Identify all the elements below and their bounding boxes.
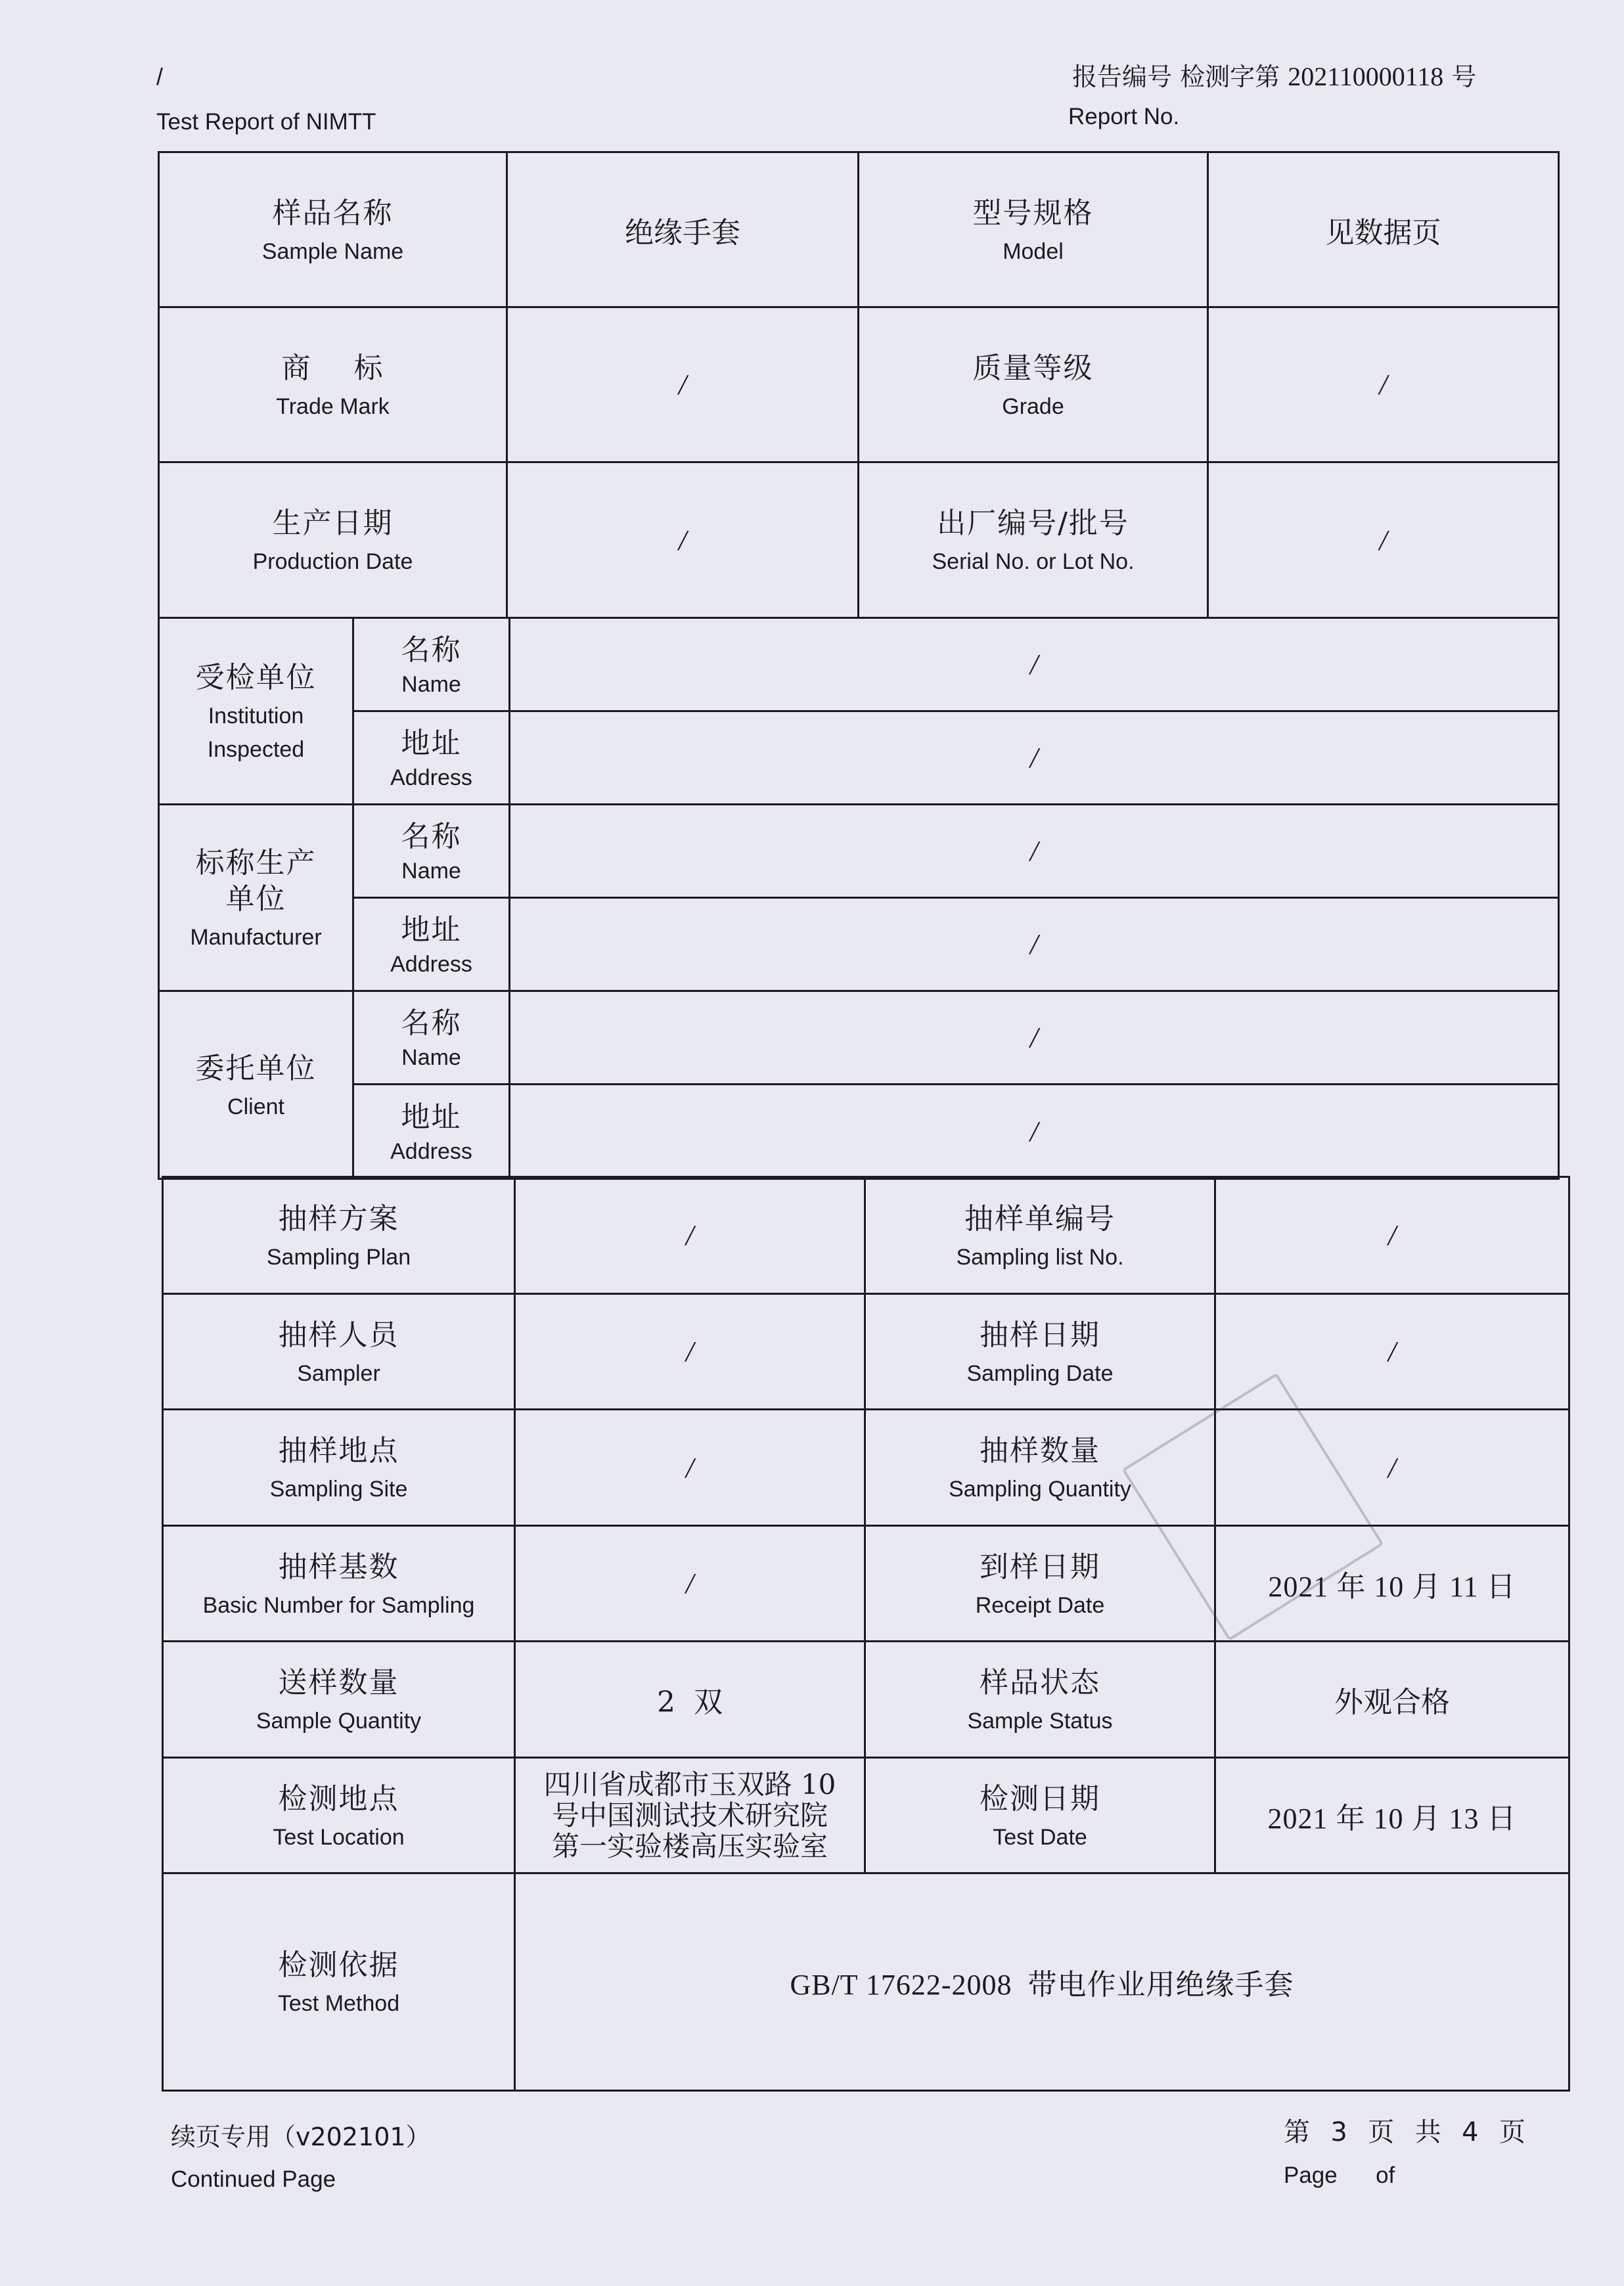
grade-label xyxy=(859,308,1209,463)
report-org-title: Test Report of NIMTT xyxy=(156,109,376,135)
test-method-text: GB/T 17622-2008 带电作业用绝缘手套 xyxy=(790,1969,1294,2001)
sample-quantity-value xyxy=(516,1642,866,1759)
test-location-label xyxy=(164,1759,516,1874)
serial-value xyxy=(1209,463,1558,619)
report-number-prefix: 报告编号 检测字第 xyxy=(1072,62,1280,91)
manufacturer-address-text: / xyxy=(1029,928,1039,960)
sampling-plan-label xyxy=(164,1178,516,1295)
sampling-plan-text: / xyxy=(685,1219,694,1251)
manufacturer-address-label-cn: 地址 xyxy=(401,912,462,947)
sample-quantity-label-en: Sample Quantity xyxy=(256,1709,422,1734)
receipt-date-label xyxy=(866,1527,1216,1642)
sampling-site-label-cn: 抽样地点 xyxy=(278,1434,399,1468)
client-name-label-cn: 名称 xyxy=(401,1006,462,1040)
model-label-en: Model xyxy=(1003,238,1064,264)
production-date-label-cn: 生产日期 xyxy=(272,506,394,540)
institution-label xyxy=(160,619,354,805)
sample-name-value xyxy=(508,153,859,308)
sampling-list-label-cn: 抽样单编号 xyxy=(964,1201,1116,1236)
sampling-date-label xyxy=(866,1295,1216,1410)
sampler-label xyxy=(164,1295,516,1410)
trade-mark-text: / xyxy=(678,369,687,401)
manufacturer-name-value xyxy=(510,805,1558,899)
client-label xyxy=(160,992,354,1178)
sampling-site-label-en: Sampling Site xyxy=(269,1477,408,1502)
client-name-text: / xyxy=(1029,1021,1039,1054)
basic-number-label xyxy=(164,1527,516,1642)
report-number-value: 202110000118 xyxy=(1288,62,1444,91)
manufacturer-label xyxy=(160,805,354,992)
institution-name-label-en: Name xyxy=(401,671,461,697)
receipt-date-text: 2021 年 10 月 11 日 xyxy=(1268,1570,1516,1603)
client-label-en: Client xyxy=(227,1094,284,1119)
test-location-line3: 第一实验楼高压实验室 xyxy=(551,1830,828,1863)
model-text: 见数据页 xyxy=(1325,215,1441,250)
report-number-suffix: 号 xyxy=(1451,62,1477,91)
production-date-label-en: Production Date xyxy=(252,549,413,574)
sampling-list-text: / xyxy=(1387,1219,1397,1251)
page-number-en: Page of xyxy=(1284,2163,1395,2188)
serial-label-en: Serial No. or Lot No. xyxy=(932,549,1135,574)
grade-label-cn: 质量等级 xyxy=(972,351,1094,385)
trade-mark-label-cn: 商 标 xyxy=(281,351,384,385)
test-date-label-cn: 检测日期 xyxy=(980,1782,1100,1816)
sample-status-text: 外观合格 xyxy=(1334,1686,1450,1719)
manufacturer-name-label-en: Name xyxy=(401,858,461,884)
sample-name-label xyxy=(160,153,508,308)
page-number: 第 3 页 共 4 页 xyxy=(1284,2117,1527,2147)
sample-quantity-label-cn: 送样数量 xyxy=(278,1666,399,1699)
sampler-text: / xyxy=(685,1335,694,1368)
model-label xyxy=(859,153,1209,308)
manufacturer-name-label xyxy=(354,805,510,899)
client-address-label-cn: 地址 xyxy=(401,1100,462,1134)
institution-name-value xyxy=(510,619,1558,712)
sampling-site-text: / xyxy=(685,1451,694,1484)
test-date-text: 2021 年 10 月 13 日 xyxy=(1267,1802,1517,1835)
sampling-date-text: / xyxy=(1387,1335,1397,1368)
trade-mark-label-en: Trade Mark xyxy=(276,393,390,419)
test-method-label xyxy=(164,1874,516,2090)
serial-text: / xyxy=(1379,524,1387,556)
manufacturer-name-text: / xyxy=(1029,835,1039,867)
sampling-plan-value xyxy=(516,1178,866,1295)
sampling-site-value xyxy=(516,1410,866,1527)
institution-address-label xyxy=(354,712,510,805)
sample-name-text: 绝缘手套 xyxy=(625,215,740,250)
client-address-label xyxy=(354,1085,510,1178)
production-date-text: / xyxy=(678,524,687,556)
basic-number-value xyxy=(516,1527,866,1642)
model-value xyxy=(1209,153,1558,308)
serial-label xyxy=(859,463,1209,619)
continued-page-cn: 续页专用（v202101） xyxy=(171,2122,431,2151)
test-date-value xyxy=(1216,1759,1568,1874)
sampling-list-label xyxy=(866,1178,1216,1295)
institution-address-text: / xyxy=(1029,742,1039,774)
sampler-label-cn: 抽样人员 xyxy=(278,1318,399,1352)
manufacturer-address-label xyxy=(354,899,510,992)
receipt-date-label-cn: 到样日期 xyxy=(980,1550,1100,1584)
test-location-line2: 号中国测试技术研究院 xyxy=(551,1799,828,1831)
manufacturer-address-label-en: Address xyxy=(390,951,472,977)
institution-name-label xyxy=(354,619,510,712)
basic-number-label-cn: 抽样基数 xyxy=(278,1550,399,1584)
sampling-date-label-cn: 抽样日期 xyxy=(980,1318,1100,1352)
report-number xyxy=(1072,56,1476,93)
client-address-label-en: Address xyxy=(390,1138,472,1164)
sampler-value xyxy=(516,1295,866,1410)
sample-quantity-label xyxy=(164,1642,516,1759)
test-date-label xyxy=(866,1759,1216,1874)
corner-mark: / xyxy=(156,63,164,90)
sampling-list-value xyxy=(1216,1178,1568,1295)
test-location-line1: 四川省成都市玉双路 10 xyxy=(543,1768,836,1801)
report-number-label-en: Report No. xyxy=(1068,104,1180,129)
sample-status-label xyxy=(866,1642,1216,1759)
test-location-value xyxy=(516,1759,866,1874)
sample-quantity-text: 2 双 xyxy=(657,1686,723,1719)
institution-name-text: / xyxy=(1029,648,1039,681)
serial-label-cn: 出厂编号/批号 xyxy=(937,506,1129,540)
institution-address-label-en: Address xyxy=(390,765,472,790)
institution-address-value xyxy=(510,712,1558,805)
manufacturer-address-value xyxy=(510,899,1558,992)
basic-number-text: / xyxy=(685,1567,694,1600)
test-date-label-en: Test Date xyxy=(993,1824,1087,1850)
sample-status-label-en: Sample Status xyxy=(967,1709,1113,1734)
trade-mark-value xyxy=(508,308,859,463)
sampler-label-en: Sampler xyxy=(297,1360,380,1386)
manufacturer-name-label-cn: 名称 xyxy=(401,819,462,853)
sampling-plan-label-cn: 抽样方案 xyxy=(278,1201,399,1236)
manufacturer-label-cn2: 单位 xyxy=(225,882,286,916)
sampling-list-label-en: Sampling list No. xyxy=(956,1244,1124,1270)
institution-label-cn: 受检单位 xyxy=(195,661,317,694)
test-method-label-en: Test Method xyxy=(277,1991,400,2016)
test-location-label-cn: 检测地点 xyxy=(278,1782,399,1816)
sampling-date-label-en: Sampling Date xyxy=(966,1360,1114,1386)
institution-label-en2: Inspected xyxy=(207,737,305,762)
manufacturer-label-en: Manufacturer xyxy=(190,925,322,950)
client-name-label xyxy=(354,992,510,1085)
institution-label-en1: Institution xyxy=(208,704,304,728)
sampling-quantity-text: / xyxy=(1387,1451,1397,1484)
grade-label-en: Grade xyxy=(1002,393,1064,419)
grade-text: / xyxy=(1379,369,1387,401)
model-label-cn: 型号规格 xyxy=(972,196,1094,230)
test-method-value xyxy=(516,1874,1568,2090)
trade-mark-label xyxy=(160,308,508,463)
client-name-value xyxy=(510,992,1558,1085)
client-address-value xyxy=(510,1085,1558,1178)
sampling-site-label xyxy=(164,1410,516,1527)
test-location-label-en: Test Location xyxy=(273,1824,405,1850)
sample-name-label-cn: 样品名称 xyxy=(272,196,394,230)
production-date-label xyxy=(160,463,508,619)
receipt-date-label-en: Receipt Date xyxy=(975,1592,1105,1618)
sample-name-label-en: Sample Name xyxy=(261,238,404,264)
client-label-cn: 委托单位 xyxy=(195,1051,317,1085)
client-name-label-en: Name xyxy=(401,1044,461,1070)
sample-status-value xyxy=(1216,1642,1568,1759)
client-address-text: / xyxy=(1029,1115,1039,1148)
continued-page-en: Continued Page xyxy=(171,2166,336,2192)
sampling-quantity-label-en: Sampling Quantity xyxy=(949,1477,1131,1502)
basic-number-label-en: Basic Number for Sampling xyxy=(202,1592,475,1618)
manufacturer-label-cn1: 标称生产 xyxy=(195,846,317,880)
sample-status-label-cn: 样品状态 xyxy=(980,1666,1100,1699)
sampling-plan-label-en: Sampling Plan xyxy=(266,1244,411,1270)
institution-name-label-cn: 名称 xyxy=(401,633,462,667)
grade-value xyxy=(1209,308,1558,463)
institution-address-label-cn: 地址 xyxy=(401,726,462,760)
test-method-label-cn: 检测依据 xyxy=(278,1948,399,1982)
production-date-value xyxy=(508,463,859,619)
sampling-quantity-label-cn: 抽样数量 xyxy=(980,1434,1100,1468)
